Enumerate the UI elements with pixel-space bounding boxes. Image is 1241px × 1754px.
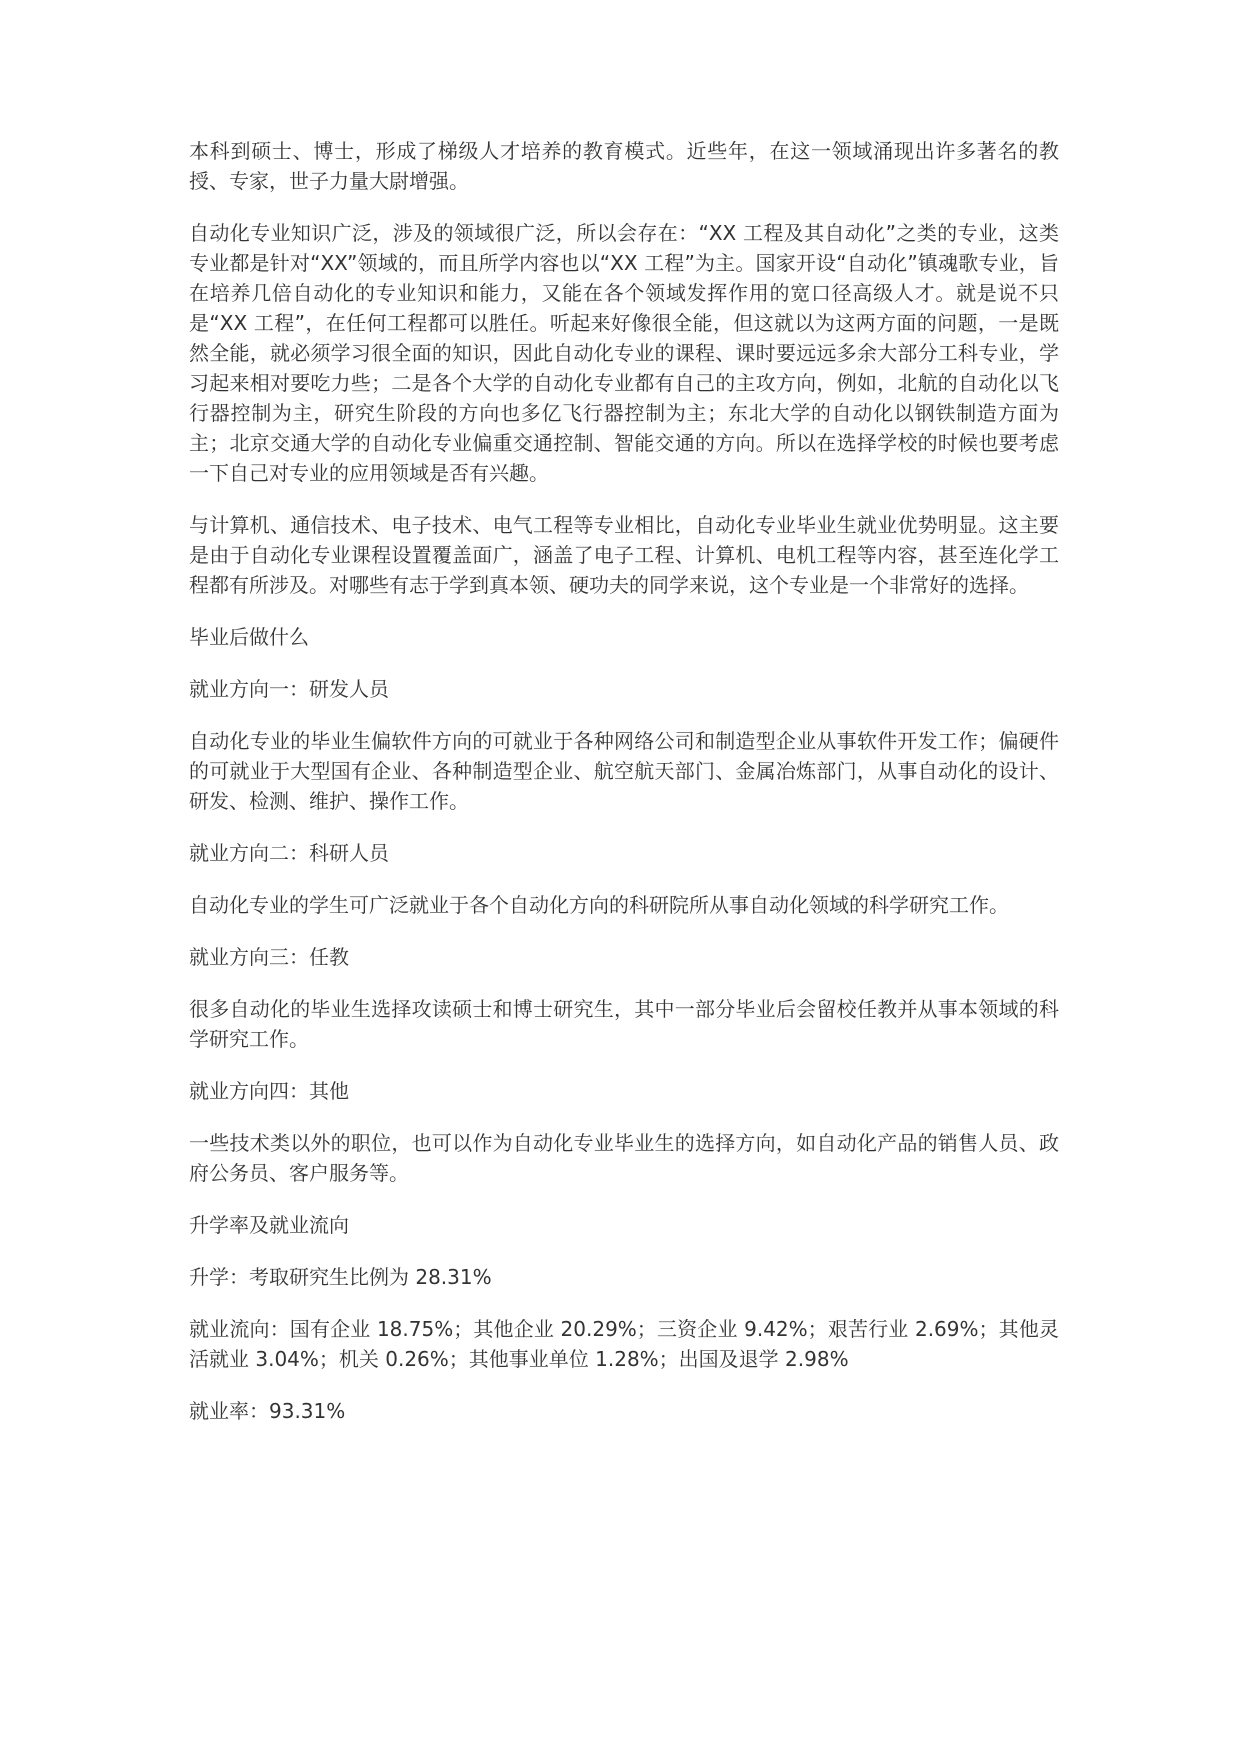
paragraph-direction-4: 一些技术类以外的职位，也可以作为自动化专业毕业生的选择方向，如自动化产品的销售人员、政府公务员、客户服务等。 <box>189 1131 1059 1185</box>
document-page <box>189 136 1059 1448</box>
section-heading-after-graduation: 毕业后做什么 <box>189 625 309 649</box>
paragraph-employment-flow: 就业流向：国有企业 18.75%；其他企业 20.29%；三资企业 9.42%；艰苦行业 2.69%；其他灵活就业 3.04%；机关 0.26%；其他事业单位 1.28%；出国及退学 2.98% <box>189 1317 1059 1371</box>
subheading-direction-1: 就业方向一：研发人员 <box>189 677 389 701</box>
subheading-direction-4: 就业方向四：其他 <box>189 1079 349 1103</box>
paragraph-direction-2: 自动化专业的学生可广泛就业于各个自动化方向的科研院所从事自动化领域的科学研究工作。 <box>189 893 1009 917</box>
subheading-direction-2: 就业方向二：科研人员 <box>189 841 389 865</box>
paragraph-advantage: 与计算机、通信技术、电子技术、电气工程等专业相比，自动化专业毕业生就业优势明显。这主要是由于自动化专业课程设置覆盖面广，涵盖了电子工程、计算机、电机工程等内容，甚至连化学工程都有所涉及。对哪些有志于学到真本领、硬功夫的同学来说，这个专业是一个非常好的选择。 <box>189 513 1059 597</box>
subheading-direction-3: 就业方向三：任教 <box>189 945 349 969</box>
paragraph-direction-3: 很多自动化的毕业生选择攻读硕士和博士研究生，其中一部分毕业后会留校任教并从事本领域的科学研究工作。 <box>189 997 1059 1051</box>
section-heading-employment-flow: 升学率及就业流向 <box>189 1213 349 1237</box>
paragraph-further-study-rate: 升学：考取研究生比例为 28.31% <box>189 1265 492 1289</box>
paragraph-intro: 本科到硕士、博士，形成了梯级人才培养的教育模式。近些年，在这一领域涌现出许多著名的教授、专家，世子力量大尉增强。 <box>189 139 1059 193</box>
paragraph-scope: 自动化专业知识广泛，涉及的领域很广泛，所以会存在：“XX 工程及其自动化”之类的专业，这类专业都是针对“XX”领域的，而且所学内容也以“XX 工程”为主。国家开设“自动化”镇魂歌专业，旨在培养几倍自动化的专业知识和能力，又能在各个领域发挥作用的宽口径高级人才。就是说不只是“XX 工程”，在任何工程都可以胜任。听起来好像很全能，但这就以为这两方面的问题，一是既然全能，就必须学习很全面的知识，因此自动化专业的课程、课时要远远多余大部分工科专业，学习起来相对要吃力些；二是各个大学的自动化专业都有自己的主攻方向，例如，北航的自动化以飞行器控制为主，研究生阶段的方向也多亿飞行器控制为主；东北大学的自动化以钢铁制造方面为主；北京交通大学的自动化专业偏重交通控制、智能交通的方向。所以在选择学校的时候也要考虑一下自己对专业的应用领域是否有兴趣。 <box>189 221 1059 485</box>
paragraph-employment-rate: 就业率：93.31% <box>189 1399 346 1423</box>
paragraph-direction-1: 自动化专业的毕业生偏软件方向的可就业于各种网络公司和制造型企业从事软件开发工作；偏硬件的可就业于大型国有企业、各种制造型企业、航空航天部门、金属冶炼部门，从事自动化的设计、研发、检测、维护、操作工作。 <box>189 729 1059 813</box>
